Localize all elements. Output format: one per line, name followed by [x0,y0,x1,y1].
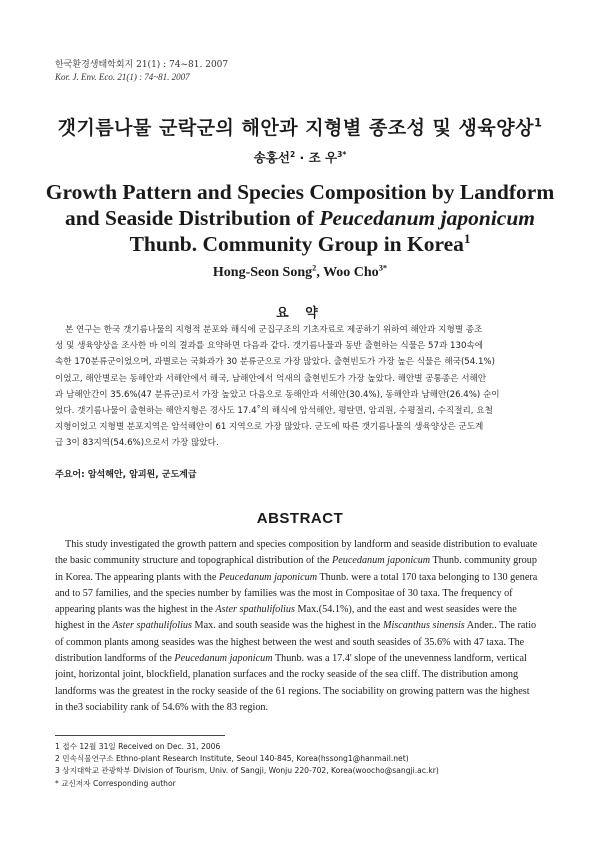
footnote-corresponding: * 교신저자 Corresponding author [55,778,176,788]
korean-keywords-label: 주요어: [55,470,85,480]
english-author-separator: , [316,265,324,280]
species-name: Aster spathulifolius [112,620,192,632]
english-abstract-text: in the3 sociability rank of 54.6% with the 83 region. [55,701,269,713]
english-abstract-text: This study investigated the growth pattern and species composition by landform and seaside distribution to evaluate [65,539,538,550]
english-abstract-body [55,537,545,716]
english-authors [0,265,600,281]
species-name: Peucedanum japonicum [331,555,431,567]
english-abstract-text: in Korea. The appearing plants with the [55,571,219,583]
english-abstract-text: Thunb. were a total 170 taxa belonging to 130 genera [317,571,538,583]
korean-title-footnote-mark: 1 [533,115,543,130]
english-title-footnote-mark: 1 [463,231,471,246]
english-abstract-text: landforms was the greatest in the rocky seaside of the 61 regions. The sociability on growing pattern was the highest [55,685,530,697]
korean-abstract-line: 본 연구는 한국 갯기름나물의 지형적 분포와 해식에 군집구조의 기초자료로 제공하기 위하여 해안과 지형별 종조 [65,325,483,335]
footnote-received: 1 접수 12월 31일 Received on Dec. 31, 2006 [55,742,221,751]
korean-abstract-line: 지형이었고 지형별 분포지역은 암석해안이 61 지역으로 가장 많았다. 군도에 따른 갯기름나물의 생육양상은 군도계 [55,422,484,433]
korean-author-2: 조 우 [308,150,338,165]
english-author-2-mark: 3* [378,263,388,273]
korean-abstract-body [55,322,545,452]
english-author-1: Hong-Seon Song [212,265,313,280]
english-title [40,179,560,257]
english-abstract-line [55,651,545,667]
english-abstract-line [55,586,545,602]
english-abstract-text: Thunb. was a 17.4' slope of the unevenness landform, vertical [272,653,527,665]
korean-keywords [55,467,197,480]
english-abstract-text: Max. and south seaside was the highest in the [191,620,383,632]
korean-authors [0,148,600,166]
english-abstract-line [55,602,545,618]
korean-abstract-heading: 요 약 [276,306,324,321]
korean-abstract-line: 이었고, 해안별로는 동해안과 서해안에서 해국, 남해안에서 억새의 출현빈도가 가장 높았다. 해안별 공통종은 서해안 [55,373,487,384]
journal-citation-english: Kor. J. Env. Eco. 21(1) : 74~81. 2007 [55,72,190,82]
english-author-2: Woo Cho [323,265,379,280]
english-abstract-line [55,635,545,651]
english-abstract-line [55,684,545,700]
english-title-species: Peucedanum japonicum [319,206,536,230]
english-abstract-heading: ABSTRACT [256,510,344,527]
species-name: Miscanthus sinensis [382,620,465,632]
korean-author-separator: · [295,150,309,165]
species-name: Peucedanum japonicum [218,571,318,583]
korean-abstract-line: 과 남해안간이 35.6%(47 분류군)로서 가장 높았고 다음으로 동해안과 서해안(30.4%), 동해안과 남해안(26.4%) 순이 [55,389,500,400]
english-abstract-text: joint, horizontal joint, blockfield, planation surfaces and the rocky seaside of the sea cliff. The distribution among [55,669,519,681]
korean-author-1: 송홍선 [253,150,290,165]
species-name: Aster spathulifolius [215,604,295,616]
journal-citation-korean: 한국환경생태학회지 21(1) : 74~81. 2007 [55,60,229,70]
species-name: Peucedanum japonicum [174,653,273,665]
english-abstract-line [55,667,545,683]
english-abstract-text: Thunb. community group [430,555,537,567]
english-abstract-text: highest in the [55,620,113,632]
korean-title-text: 갯기름나물 군락군의 해안과 지형별 종조성 및 생육양상 [57,117,534,139]
korean-author-2-mark: 3* [337,149,347,159]
english-abstract-text: of common plants among seasides was the highest between the west and south seasides of 35.6% with 47 taxa. The [55,636,525,648]
english-abstract-text: Ander.. The ratio [464,620,537,632]
english-abstract-line [55,570,545,586]
journal-citation [55,59,228,83]
english-abstract-line [55,618,545,634]
english-title-part2: Thunb. Community Group in Korea [129,232,464,256]
footnote-divider [55,735,225,736]
footnote-affiliation-1: 2 민속식물연구소 Ethno-plant Research Institute, Seoul 140-845, Korea(hssong1@hanmail.net) [55,754,409,764]
english-abstract-text: the basic community structure and topographical distribution of the [55,555,332,567]
english-abstract-text: distribution landforms of the [55,653,175,665]
english-author-1-mark: 2 [312,263,317,273]
korean-abstract-line: 급 3이 83지역(54.6%)으로서 가장 많았다. [55,438,219,449]
footnotes [55,741,545,790]
english-abstract-text: and to 57 families, and the species number by families was the most in Compositae of 30 taxa. The frequency of [55,587,513,599]
english-abstract-line [55,700,545,716]
korean-title [0,113,600,140]
footnote-affiliation-2: 3 상지대학교 관광학부 Division of Tourism, Univ. of Sangji, Wonju 220-702, Korea(woocho@sangji.ac.kr) [55,766,439,776]
english-abstract-text: appearing plants was the highest in the [55,604,216,616]
english-abstract-line [55,553,545,569]
english-title-part1: Growth Pattern and Species Composition by Landform and Seaside Distribution of [45,180,555,230]
english-abstract-line [55,537,545,553]
korean-author-1-mark: 2 [289,149,296,159]
korean-keywords-list: 암석해안, 암괴원, 군도계급 [84,470,197,480]
korean-abstract-line: 속한 170분류군이었으며, 과별로는 국화과가 30 분류군으로 가장 많았다. 출현빈도가 가장 높은 식물은 해국(54.1%) [55,357,495,368]
english-abstract-text: Max.(54.1%), and the east and west seasides were the [294,604,517,616]
korean-abstract-line: 성 및 생육양상을 조사한 바 이의 결과를 요약하면 다음과 같다. 갯기름나물과 동반 출현하는 식물은 57과 130속에 [55,341,484,352]
korean-abstract-line: 었다. 갯기름나물이 출현하는 해안지형은 경사도 17.4˚의 해식에 암석해안, 평탄면, 암괴원, 수평절리, 수직절리, 요철 [55,406,493,417]
